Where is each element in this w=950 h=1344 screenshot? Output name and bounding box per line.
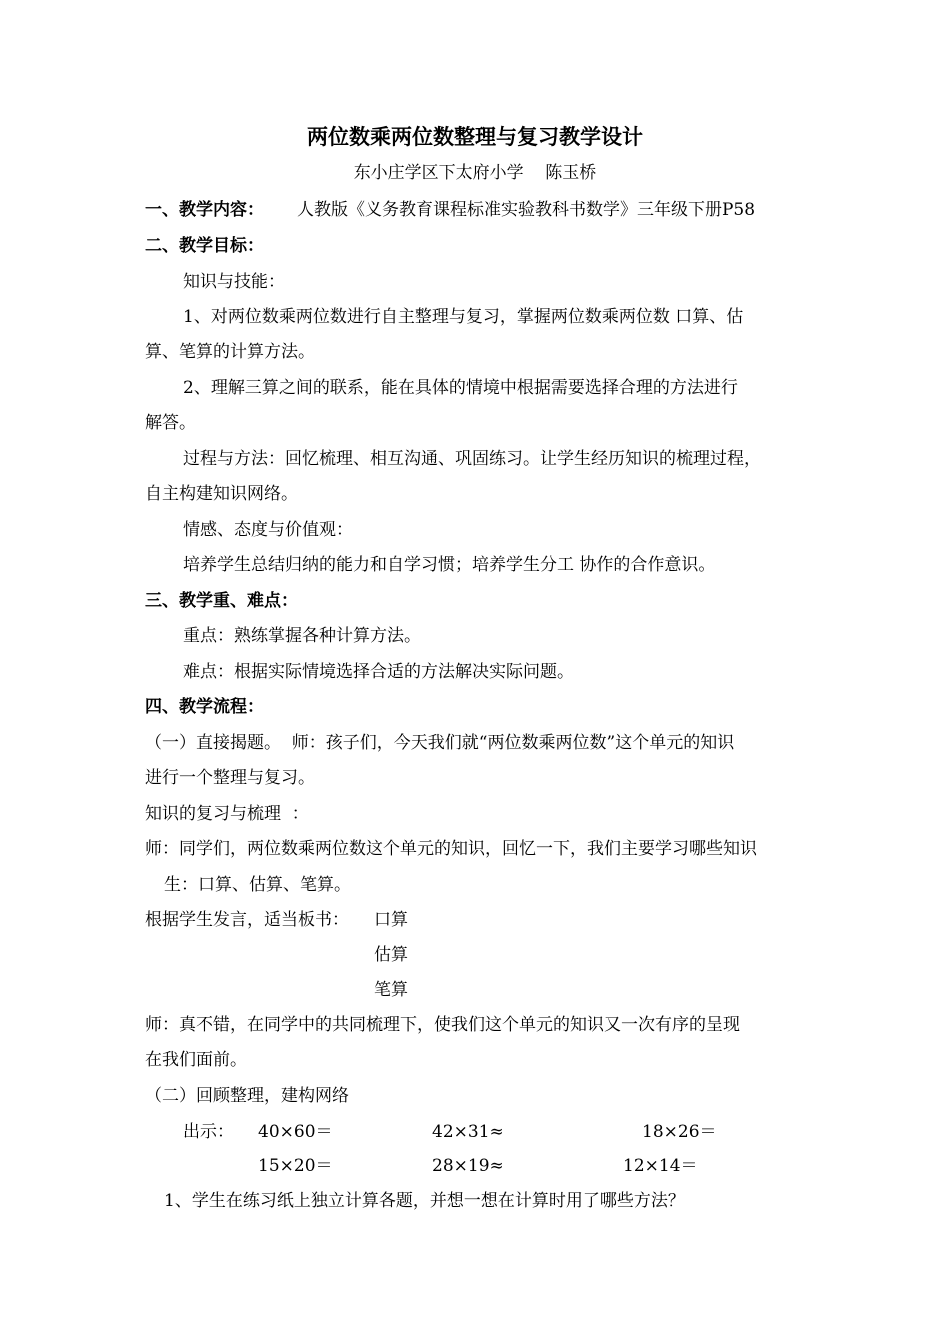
exercise-item: 12×14＝ [623,1156,698,1176]
section-1-content: 人教版《义务教育课程标准实验教科书数学》三年级下册P58 [297,200,756,220]
teacher-praise-line-1: 师：真不错，在同学中的共同梳理下，使我们这个单元的知识又一次有序的呈现 [145,1015,740,1035]
exercise-item: 18×26＝ [642,1122,717,1142]
section-1-heading: 一、教学内容： [145,200,264,220]
process-line-2: 自主构建知识网络。 [145,484,298,504]
section-3-heading: 三、教学重、难点： [145,591,298,611]
flow-part-1-line-2: 进行一个整理与复习。 [145,768,315,788]
exercise-question: 1、学生在练习纸上独立计算各题，并想一想在计算时用了哪些方法？ [164,1191,685,1211]
goal-2-line-1: 2、理解三算之间的联系，能在具体的情境中根据需要选择合理的方法进行 [183,378,738,398]
goal-2-line-2: 解答。 [145,413,196,433]
board-intro: 根据学生发言，适当板书： [145,910,349,930]
teacher-question: 师：同学们，两位数乘两位数这个单元的知识，回忆一下，我们主要学习哪些知识 [145,839,757,859]
emotion-text: 培养学生总结归纳的能力和自学习惯；培养学生分工 协作的合作意识。 [183,555,716,575]
exercise-item: 42×31≈ [432,1122,504,1142]
exercise-item: 15×20＝ [258,1156,333,1176]
student-answer: 生：口算、估算、笔算。 [164,875,351,895]
exercise-item: 40×60＝ [258,1122,333,1142]
board-item: 口算 [374,910,408,930]
key-point: 重点：熟练掌握各种计算方法。 [183,626,421,646]
emotion-label: 情感、态度与价值观： [183,520,353,540]
flow-part-2-heading: （二）回顾整理，建构网络 [145,1086,349,1106]
board-item: 笔算 [374,980,408,1000]
document-title: 两位数乘两位数整理与复习教学设计 [307,124,643,149]
exercise-item: 28×19≈ [432,1156,504,1176]
flow-part-1-line-1: （一）直接揭题。 师：孩子们，今天我们就“两位数乘两位数”这个单元的知识 [145,733,735,753]
section-2-heading: 二、教学目标： [145,236,264,256]
board-item: 估算 [374,945,408,965]
goal-1-line-2: 算、笔算的计算方法。 [145,342,315,362]
section-4-heading: 四、教学流程： [145,697,264,717]
teacher-praise-line-2: 在我们面前。 [145,1050,247,1070]
author-line: 东小庄学区下太府小学 陈玉桥 [353,163,597,183]
difficult-point: 难点：根据实际情境选择合适的方法解决实际问题。 [183,662,574,682]
process-line-1: 过程与方法：回忆梳理、相互沟通、巩固练习。让学生经历知识的梳理过程， [183,449,761,469]
knowledge-label: 知识与技能： [183,272,285,292]
review-heading: 知识的复习与梳理 ： [145,804,309,824]
goal-1-line-1: 1、对两位数乘两位数进行自主整理与复习，掌握两位数乘两位数 口算、估 [183,307,744,327]
show-label: 出示： [183,1122,234,1142]
